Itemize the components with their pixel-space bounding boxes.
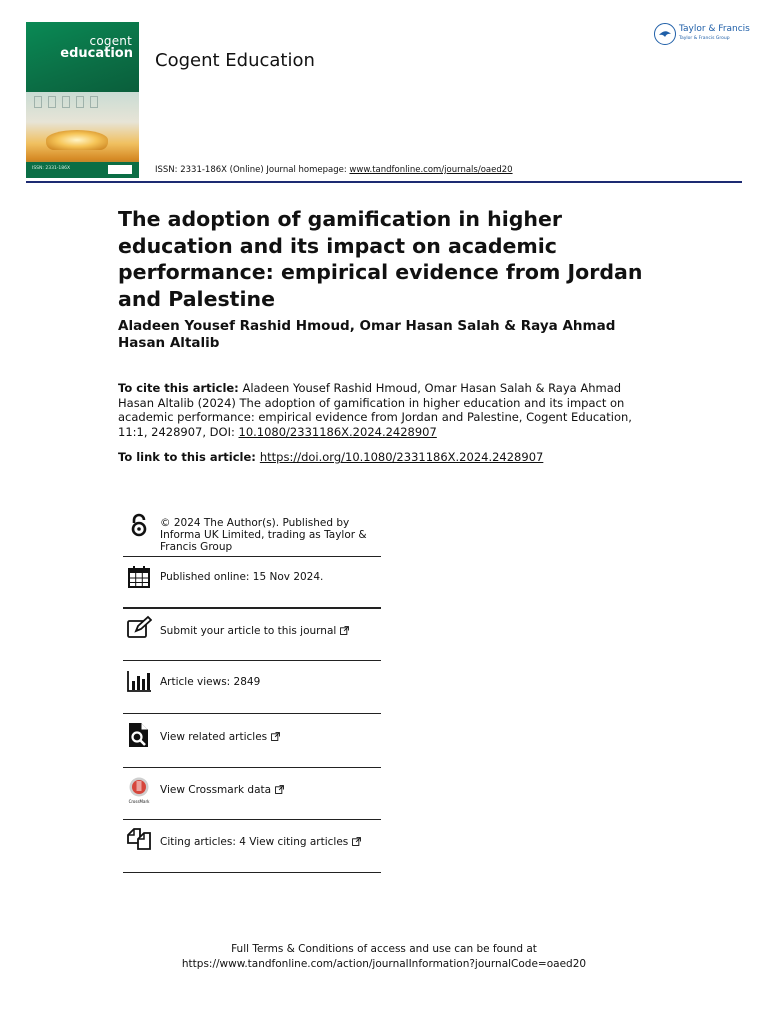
link-to-article [118,450,678,464]
article-views: Article views: 2849 [160,676,261,688]
info-divider [123,872,381,873]
views-row [123,667,381,711]
external-link-icon [275,785,284,794]
journal-title: Cogent Education [155,50,315,71]
external-link-icon [340,626,349,635]
submit-label: Submit your article to this journal [160,625,337,637]
cover-brand-cogent: cogent [89,34,132,48]
terms-url[interactable]: https://www.tandfonline.com/action/journalInformation?journalCode=oaed20 [181,958,587,970]
cover-publisher-logo [108,165,132,174]
citation-block [118,381,658,439]
external-link-icon [271,732,280,741]
published-date: Published online: 15 Nov 2024. [160,571,324,583]
bar-chart-icon [126,668,152,694]
cite-doi-link[interactable]: 10.1080/2331186X.2024.2428907 [238,424,437,439]
license-text: © 2024 The Author(s). Published by Informa UK Limited, trading as Taylor & Francis Group [160,517,367,553]
view-related-articles-link[interactable] [160,731,385,743]
article-authors: Aladeen Yousef Rashid Hmoud, Omar Hasan Salah & Raya Ahmad Hasan Altalib [118,318,616,351]
article-title: The adoption of gamification in higher education and its impact on academic performance: empirical evidence from Jordan and Palestine [118,207,643,311]
submit-row[interactable] [123,615,381,659]
info-divider [123,819,381,820]
terms-footer [0,942,768,972]
crossmark-label: View Crossmark data [160,784,272,796]
info-divider [123,660,381,661]
terms-line: Full Terms & Conditions of access and use can be found at [231,943,537,955]
link-label: To link to this article: [118,450,260,464]
info-divider [123,556,381,557]
journal-homepage-link[interactable]: www.tandfonline.com/journals/oaed20 [349,165,513,175]
cover-issn: ISSN: 2331-186X [32,166,71,171]
citing-articles-link[interactable] [160,836,385,848]
citing-label: Citing articles: 4 View citing articles [160,836,349,848]
related-label: View related articles [160,731,268,743]
external-link-icon [352,837,361,846]
journal-cover-image [26,22,139,178]
cite-label: To cite this article: [118,381,239,395]
crossmark-row[interactable] [123,774,381,818]
tf-logo-sub: Taylor & Francis Group [679,36,730,41]
cover-brand-education: education [60,46,133,61]
info-divider [123,713,381,714]
issn-line [155,165,513,175]
header-divider [26,181,742,183]
edit-icon [126,615,152,641]
issn-text: ISSN: 2331-186X (Online) Journal homepage: [155,165,350,175]
license-row [123,511,381,559]
info-divider [123,607,381,609]
tf-logo-name: Taylor & Francis [679,24,750,34]
published-row [123,563,381,605]
cite-text: Aladeen Yousef Rashid Hmoud, Omar Hasan Salah & Raya Ahmad Hasan Altalib (2024) The adoption of gamification in higher education and its impact on academic performance: empirical evidence from Jordan and Palestine, Cogent Education, 11:1, 2428907, DOI: [118,381,632,439]
crossmark-icon-label: CrossMark [128,799,150,804]
related-articles-icon [126,722,152,748]
taylor-francis-logo[interactable] [654,22,752,48]
calendar-icon [126,564,152,590]
citing-row[interactable] [123,827,381,871]
tf-circle-icon [654,23,676,45]
article-doi-url[interactable]: https://doi.org/10.1080/2331186X.2024.2428907 [259,450,544,464]
cover-columns-decoration [34,96,110,108]
related-row[interactable] [123,720,381,766]
info-divider [123,767,381,768]
open-access-icon [126,513,152,539]
cover-book-illustration [46,130,108,150]
citing-articles-icon [126,827,152,853]
submit-article-link[interactable] [160,625,385,637]
view-crossmark-link[interactable] [160,784,385,796]
